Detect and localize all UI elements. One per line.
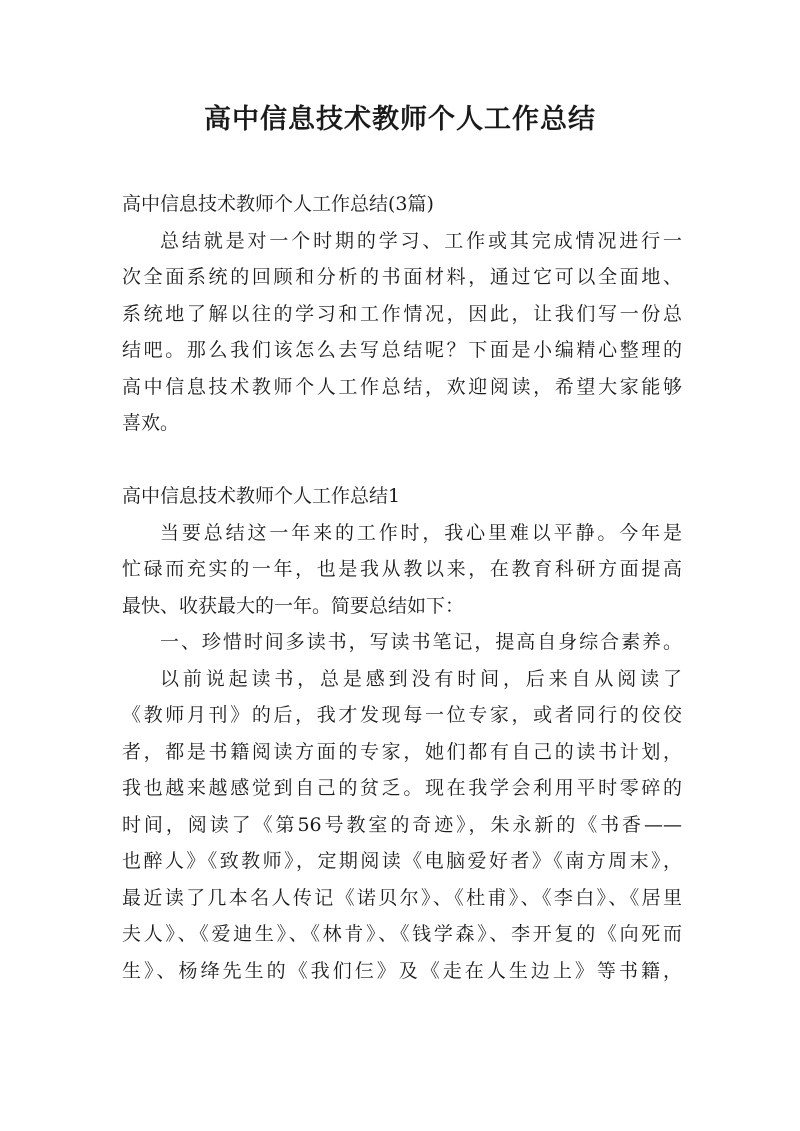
section-line: 我也越来越感觉到自己的贫乏。现在我学会利用平时零碎的 bbox=[122, 777, 682, 799]
section-line: 者，都是书籍阅读方面的专家，她们都有自己的读书计划， bbox=[122, 740, 682, 763]
section-line: 忙碌而充实的一年，也是我从教以来，在教育科研方面提高 bbox=[122, 558, 682, 580]
section-line: 时间，阅读了《第56号教室的奇迹》，朱永新的《书香—— bbox=[122, 813, 682, 836]
section-line: 也醉人》《致教师》，定期阅读《电脑爱好者》《南方周末》， bbox=[122, 850, 682, 872]
section-line: 夫人》、《爱迪生》、《林肯》、《钱学森》、李开复的《向死而 bbox=[122, 923, 682, 945]
intro-line: 次全面系统的回顾和分析的书面材料，通过它可以全面地、 bbox=[122, 266, 682, 288]
section-heading: 高中信息技术教师个人工作总结1 bbox=[122, 485, 401, 507]
section-line: 当要总结这一年来的工作时，我心里难以平静。今年是 bbox=[160, 521, 682, 544]
section-line: 最近读了几本名人传记《诺贝尔》、《杜甫》、《李白》、《居里 bbox=[122, 886, 682, 909]
document-body bbox=[122, 186, 682, 989]
intro-line: 系统地了解以往的学习和工作情况，因此，让我们写一份总 bbox=[122, 302, 682, 325]
section-line: 《教师月刊》的后，我才发现每一位专家，或者同行的佼佼 bbox=[122, 704, 682, 726]
section-line: 一、珍惜时间多读书，写读书笔记，提高自身综合素养。 bbox=[160, 631, 682, 653]
intro-line: 结吧。那么我们该怎么去写总结呢？下面是小编精心整理的 bbox=[122, 339, 682, 361]
section-line: 最快、收获最大的一年。简要总结如下： bbox=[122, 594, 465, 617]
subtitle-line: 高中信息技术教师个人工作总结(3篇) bbox=[122, 193, 434, 215]
intro-line: 喜欢。 bbox=[122, 412, 180, 434]
paragraph-spacer bbox=[122, 442, 682, 479]
document-title: 高中信息技术教师个人工作总结 bbox=[204, 104, 596, 135]
section-line: 以前说起读书，总是感到没有时间，后来自从阅读了 bbox=[160, 667, 682, 690]
intro-line: 高中信息技术教师个人工作总结，欢迎阅读，希望大家能够 bbox=[122, 375, 682, 398]
intro-line: 总结就是对一个时期的学习、工作或其完成情况进行一 bbox=[160, 229, 682, 252]
section-line: 生》、杨绛先生的《我们仨》及《走在人生边上》等书籍， bbox=[122, 959, 682, 982]
